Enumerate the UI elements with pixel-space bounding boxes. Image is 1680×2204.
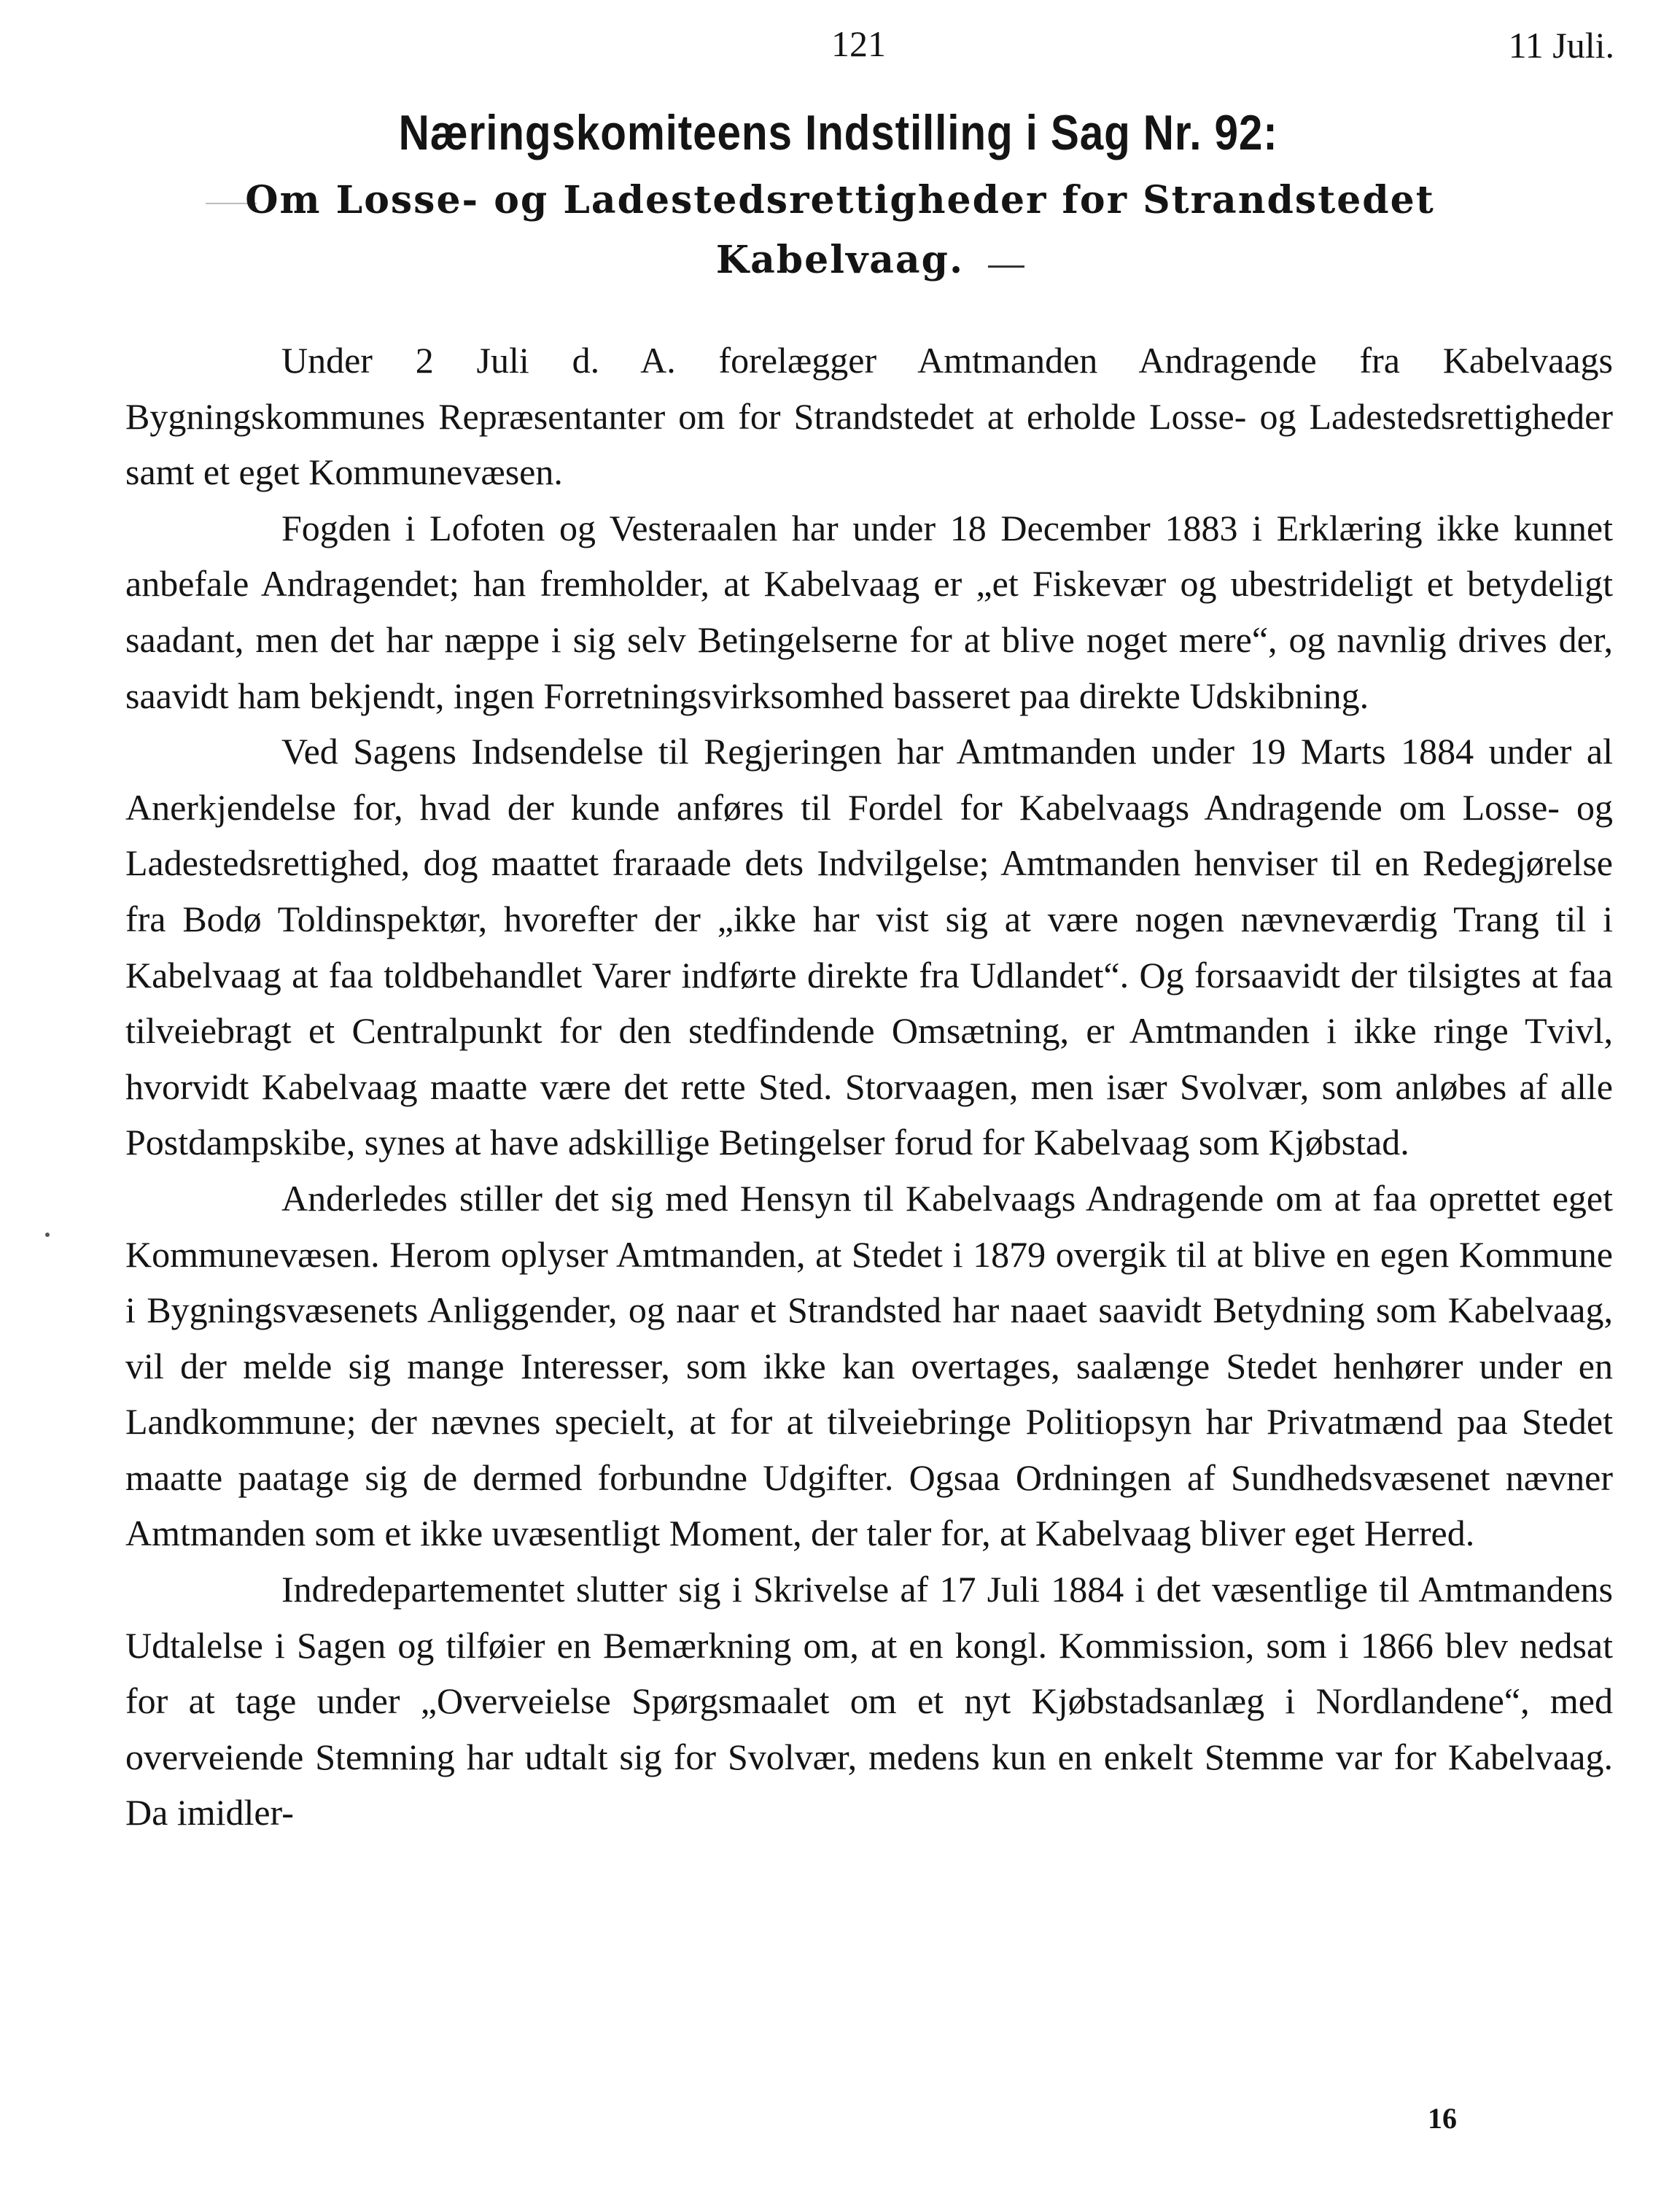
header-date: 11 Juli. bbox=[1508, 25, 1614, 66]
paragraph: Anderledes stiller det sig med Hensyn til Kabelvaags Andragende om at faa oprettet eget Kommunevæsen. Herom oplyser Amtmanden, at Stedet i 1879 overgik til at blive en egen Kommune i Bygningsvæsenets Anliggender, og naar et Strandsted har naaet saavidt Betydning som Kabelvaag, vil der melde sig mange Interesser, som ikke kan overtages, saalænge Stedet henhører under en Landkommune; der nævnes specielt, at for at tilveiebringe Politiopsyn har Privatmænd paa Stedet maatte paatage sig de dermed forbundne Udgifter. Ogsaa Ordningen af Sundhedsvæsenet nævner Amtmanden som et ikke uvæsentligt Moment, der taler for, at Kabelvaag bliver eget Herred. bbox=[125, 1177, 1613, 1554]
page-number: 121 bbox=[831, 23, 886, 64]
paragraph: Fogden i Lofoten og Vesteraalen har under 18 December 1883 i Erklæring ikke kunnet anbefale Andragendet; han fremholder, at Kabelvaag er „et Fiskevær og ubestrideligt et betydeligt saadant, men det har næppe i sig selv Betingelserne for at blive noget mere“, og navnlig drives der, saavidt ham bekjendt, ingen Forretningsvirksomhed basseret paa direkte Udskibning. bbox=[125, 507, 1613, 716]
body-text bbox=[125, 333, 1613, 1841]
print-speck bbox=[45, 1233, 50, 1237]
document-title: Næringskomiteens Indstilling i Sag Nr. 92: bbox=[398, 105, 1278, 160]
decorative-dash bbox=[988, 265, 1024, 268]
subtitle-line-2: Kabelvaag. bbox=[715, 238, 965, 282]
paragraph: Under 2 Juli d. A. forelægger Amtmanden Andragende fra Kabelvaags Bygningskommunes Repræsentanter om for Strandstedet at erholde Losse- og Ladestedsrettigheder samt et eget Kommunevæsen. bbox=[125, 340, 1613, 493]
paragraph: Indredepartementet slutter sig i Skrivelse af 17 Juli 1884 i det væsentlige til Amtmandens Udtalelse i Sagen og tilføier en Bemærkning om, at en kongl. Kommission, som i 1866 blev nedsat for at tage under „Overveielse Spørgsmaalet om et nyt Kjøbstadsanlæg i Nordlandene“, med overveiende Stemning har udtalt sig for Svolvær, medens kun en enkelt Stemme var for Kabelvaag. Da imidler- bbox=[125, 1569, 1613, 1834]
subtitle-line-1: Om Losse- og Ladestedsrettigheder for Strandstedet bbox=[245, 178, 1435, 222]
paragraph: Ved Sagens Indsendelse til Regjeringen har Amtmanden under 19 Marts 1884 under al Anerkjendelse for, hvad der kunde anføres til Fordel for Kabelvaags Andragende om Losse- og Ladestedsrettighed, dog maattet fraraade dets Indvilgelse; Amtmanden henviser til en Redegjørelse fra Bodø Toldinspektør, hvorefter der „ikke har vist sig at være nogen nævneværdig Trang til i Kabelvaag at faa toldbehandlet Varer indførte direkte fra Udlandet“. Og forsaavidt der tilsigtes at faa tilveiebragt et Centralpunkt for den stedfindende Omsætning, er Amtmanden i ikke ringe Tvivl, hvorvidt Kabelvaag maatte være det rette Sted. Storvaagen, men især Svolvær, som anløbes af alle Postdampskibe, synes at have adskillige Betingelser forud for Kabelvaag som Kjøbstad. bbox=[125, 731, 1613, 1163]
signature-mark: 16 bbox=[1428, 2102, 1457, 2135]
